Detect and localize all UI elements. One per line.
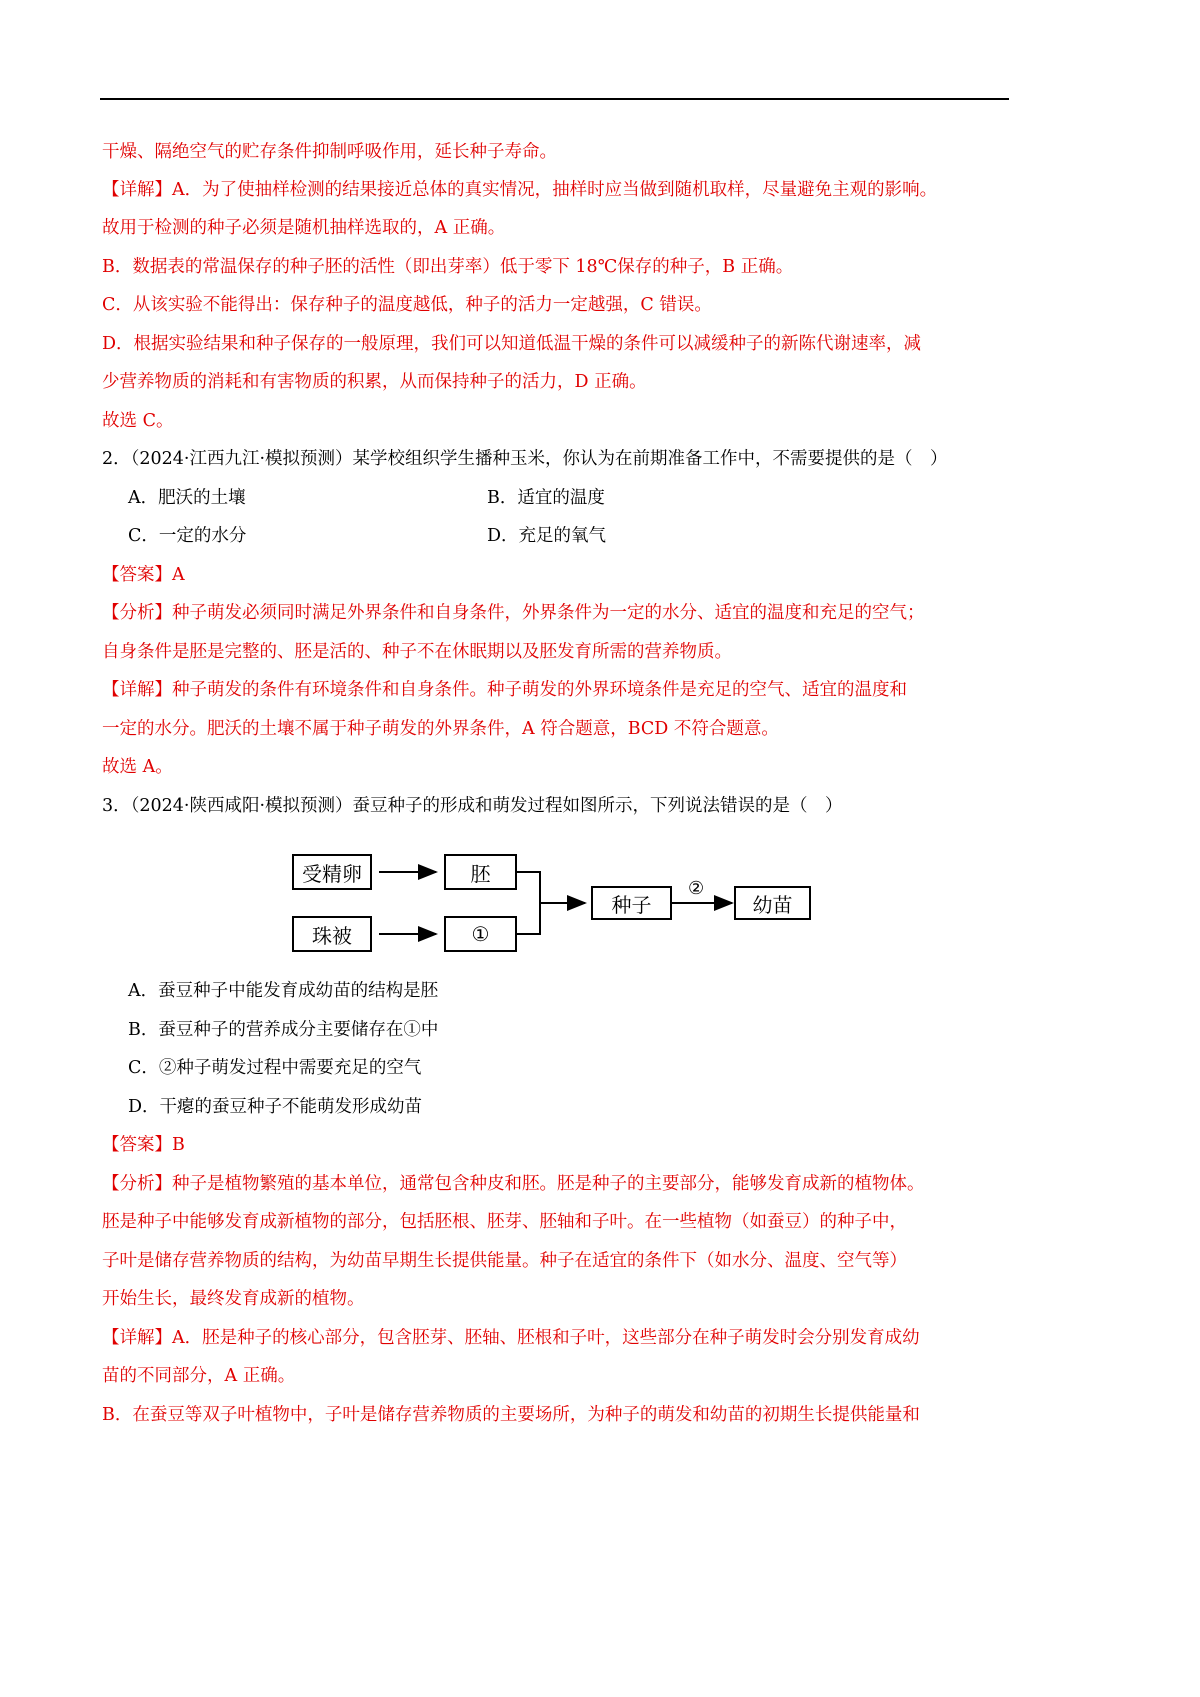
q2-detail-line-1: 【详解】种子萌发的条件有环境条件和自身条件。种子萌发的外界环境条件是充足的空气、适宜的温度和: [102, 680, 907, 700]
q3-detail-line-2: 苗的不同部分，A 正确。: [102, 1366, 296, 1386]
q3-analysis-line-4: 开始生长，最终发育成新的植物。: [102, 1289, 365, 1309]
q2-stem: 2．（2024·江西九江·模拟预测）某学校组织学生播种玉米，你认为在前期准备工作中，不需要提供的是（ ）: [102, 449, 948, 469]
prev-detail-line-2: 故用于检测的种子必须是随机抽样选取的，A 正确。: [102, 218, 506, 238]
prev-choice: 故选 C。: [102, 411, 174, 431]
q3-option-c: C．②种子萌发过程中需要充足的空气: [128, 1058, 422, 1078]
box-integument: 珠被: [292, 916, 372, 952]
q3-analysis-line-1: 【分析】种子是植物繁殖的基本单位，通常包含种皮和胚。胚是种子的主要部分，能够发育成新的植物体。: [102, 1174, 925, 1194]
box-embryo: 胚: [444, 854, 517, 890]
q2-option-c: C．一定的水分: [128, 526, 247, 546]
q3-analysis-line-3: 子叶是储存营养物质的结构，为幼苗早期生长提供能量。种子在适宜的条件下（如水分、温度、空气等）: [102, 1251, 907, 1271]
box-fertilized-egg: 受精卵: [292, 854, 372, 890]
prev-detail-c: C．从该实验不能得出：保存种子的温度越低，种子的活力一定越强，C 错误。: [102, 295, 712, 315]
box-seed: 种子: [591, 886, 672, 920]
q3-detail-b-line-1: B．在蚕豆等双子叶植物中，子叶是储存营养物质的主要场所，为种子的萌发和幼苗的初期生长提供能量和: [102, 1405, 920, 1425]
q2-choice: 故选 A。: [102, 757, 173, 777]
prev-detail-b: B．数据表的常温保存的种子胚的活性（即出芽率）低于零下 18℃保存的种子，B 正确。: [102, 257, 794, 277]
q2-detail-line-2: 一定的水分。肥沃的土壤不属于种子萌发的外界条件，A 符合题意，BCD 不符合题意。: [102, 719, 779, 739]
prev-explanation-line: 干燥、隔绝空气的贮存条件抑制呼吸作用，延长种子寿命。: [102, 142, 557, 162]
q3-option-d: D．干瘪的蚕豆种子不能萌发形成幼苗: [128, 1097, 423, 1117]
q3-stem: 3．（2024·陕西咸阳·模拟预测）蚕豆种子的形成和萌发过程如图所示，下列说法错误的是（ ）: [102, 796, 843, 816]
q2-answer: 【答案】A: [102, 565, 185, 585]
q2-option-a: A．肥沃的土壤: [128, 488, 246, 508]
q2-option-b: B．适宜的温度: [487, 488, 605, 508]
q3-option-b: B．蚕豆种子的营养成分主要储存在①中: [128, 1020, 439, 1040]
box-seedling: 幼苗: [734, 886, 811, 920]
q3-analysis-line-2: 胚是种子中能够发育成新植物的部分，包括胚根、胚芽、胚轴和子叶。在一些植物（如蚕豆）的种子中，: [102, 1212, 907, 1232]
prev-detail-d-line-2: 少营养物质的消耗和有害物质的积累，从而保持种子的活力，D 正确。: [102, 372, 647, 392]
prev-detail-d-line-1: D．根据实验结果和种子保存的一般原理，我们可以知道低温干燥的条件可以减缓种子的新陈代谢速率，减: [102, 334, 922, 354]
q3-option-a: A．蚕豆种子中能发育成幼苗的结构是胚: [128, 981, 439, 1001]
prev-detail-line-1: 【详解】A．为了使抽样检测的结果接近总体的真实情况，抽样时应当做到随机取样，尽量避免主观的影响。: [102, 180, 938, 200]
q2-analysis-line-1: 【分析】种子萌发必须同时满足外界条件和自身条件，外界条件为一定的水分、适宜的温度和充足的空气；: [102, 603, 925, 623]
label-mark-2: ②: [688, 878, 705, 899]
box-mark-1: ①: [444, 916, 517, 952]
q2-option-d: D．充足的氧气: [487, 526, 607, 546]
q3-detail-line-1: 【详解】A．胚是种子的核心部分，包含胚芽、胚轴、胚根和子叶，这些部分在种子萌发时会分别发育成幼: [102, 1328, 920, 1348]
seed-formation-diagram: [286, 846, 816, 958]
q2-analysis-line-2: 自身条件是胚是完整的、胚是活的、种子不在休眠期以及胚发育所需的营养物质。: [102, 642, 732, 662]
header-rule: [100, 98, 1009, 100]
q3-answer: 【答案】B: [102, 1135, 185, 1155]
bracket-connector: [517, 872, 540, 934]
